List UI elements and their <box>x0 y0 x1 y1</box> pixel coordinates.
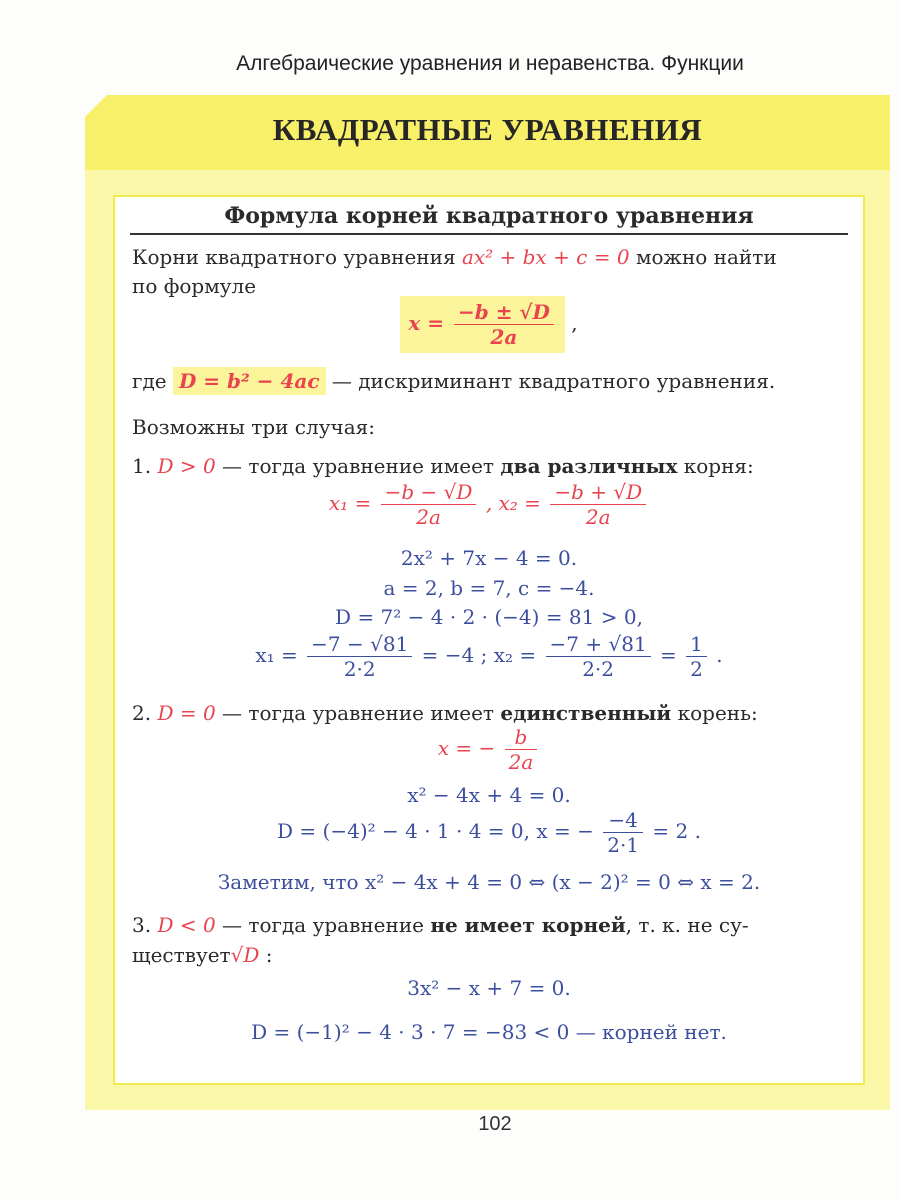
case-2-formula <box>113 725 865 774</box>
discriminant-line <box>132 367 775 395</box>
case-number: 3. <box>132 913 152 937</box>
disc-prefix: где <box>132 369 167 393</box>
example-3-equation: 3x² − x + 7 = 0. <box>407 976 571 1000</box>
case-text: — тогда уравнение имеет <box>222 701 494 725</box>
case-number: 2. <box>132 701 152 725</box>
case-condition: D > 0 <box>157 454 216 478</box>
x2-numerator: −7 + √81 <box>546 632 651 657</box>
case-text-end: корень: <box>677 701 758 725</box>
example-1-roots <box>113 632 865 681</box>
case-number: 1. <box>132 454 152 478</box>
case-3-heading <box>132 911 749 939</box>
calc-result: = 2 . <box>652 819 701 843</box>
case-condition: D < 0 <box>157 913 216 937</box>
x1-numerator: −b − √D <box>381 480 477 505</box>
example-1-discriminant: D = 7² − 4 · 2 · (−4) = 81 > 0, <box>335 605 643 629</box>
period: . <box>716 643 723 667</box>
case-emphasis: не имеет корней <box>430 913 626 937</box>
case-2-heading <box>132 699 758 727</box>
x2-denominator: 2·2 <box>582 657 614 681</box>
root-formula <box>113 296 865 353</box>
example-2-note: Заметим, что x² − 4x + 4 = 0 ⇔ (x − 2)² = 0 ⇔ x = 2. <box>217 870 761 894</box>
calc-text: D = (−4)² − 4 · 1 · 4 = 0, x = − <box>277 819 594 843</box>
discriminant-formula: D = b² − 4ac <box>173 367 326 395</box>
general-equation: ax² + bx + c = 0 <box>461 245 630 269</box>
x1-numerator: −7 − √81 <box>307 632 412 657</box>
case-emphasis: единственный <box>500 701 672 725</box>
example-2-calc <box>113 808 865 857</box>
page-title: КВАДРАТНЫЕ УРАВНЕНИЯ <box>272 112 703 147</box>
intro-text: Корни квадратного уравнения <box>132 245 456 269</box>
x2-numerator: −b + √D <box>550 480 646 505</box>
formula-fraction <box>454 300 554 349</box>
intro-line-1 <box>132 243 777 271</box>
x1-denominator: 2a <box>416 505 441 529</box>
formula-comma: , <box>571 311 578 335</box>
x2-denominator: 2a <box>585 505 611 529</box>
calc-denominator: 2·1 <box>607 833 640 857</box>
running-header: Алгебраические уравнения и неравенства. Функции <box>236 52 744 75</box>
case-3-line-2 <box>132 941 273 969</box>
formula-denominator: 2a <box>508 750 534 774</box>
x1-label: x₁ = <box>255 643 298 667</box>
cases-intro: Возможны три случая: <box>132 415 375 439</box>
page-number: 102 <box>478 1113 512 1135</box>
intro-text-2: можно найти <box>635 245 777 269</box>
case-text: — тогда уравнение <box>222 913 424 937</box>
example-1-coefficients: a = 2, b = 7, c = −4. <box>383 576 595 600</box>
formula-numerator: −b ± √D <box>454 300 554 325</box>
example-1-equation: 2x² + 7x − 4 = 0. <box>400 546 578 570</box>
example-3-discriminant: D = (−1)² − 4 · 3 · 7 = −83 < 0 — корней нет. <box>251 1020 727 1044</box>
separator: , <box>485 491 493 515</box>
case-text: — тогда уравнение имеет <box>222 454 494 478</box>
case-text: ществует <box>132 943 231 967</box>
sqrt-d: √D <box>230 943 260 967</box>
case-text-end: корня: <box>683 454 754 478</box>
section-rule <box>130 233 848 235</box>
case-emphasis: два различных <box>500 454 678 478</box>
example-2-equation: x² − 4x + 4 = 0. <box>407 783 571 807</box>
formula-numerator: b <box>505 725 538 750</box>
formula-lhs: x = − <box>437 736 496 760</box>
case-1-heading <box>132 452 754 480</box>
x2-value-denominator: 2 <box>690 657 703 681</box>
formula-lhs: x = <box>408 311 445 335</box>
equals: = <box>660 643 677 667</box>
case-condition: D = 0 <box>157 701 216 725</box>
x2-value-numerator: 1 <box>686 632 707 657</box>
x1-label: x₁ = <box>328 491 372 515</box>
x2-label: x₂ = <box>493 643 537 667</box>
section-title: Формула корней квадратного уравнения <box>224 203 754 229</box>
x1-denominator: 2·2 <box>343 657 376 681</box>
colon: : <box>265 943 273 967</box>
x1-value: = −4 ; <box>421 643 488 667</box>
case-text-end: , т. к. не су- <box>625 913 749 937</box>
intro-line-2: по формуле <box>132 274 257 298</box>
calc-numerator: −4 <box>603 808 643 833</box>
formula-denominator: 2a <box>490 325 518 349</box>
x2-label: x₂ = <box>498 491 541 515</box>
case-1-formula <box>113 480 865 529</box>
disc-suffix: — дискриминант квадратного уравнения. <box>331 369 776 393</box>
